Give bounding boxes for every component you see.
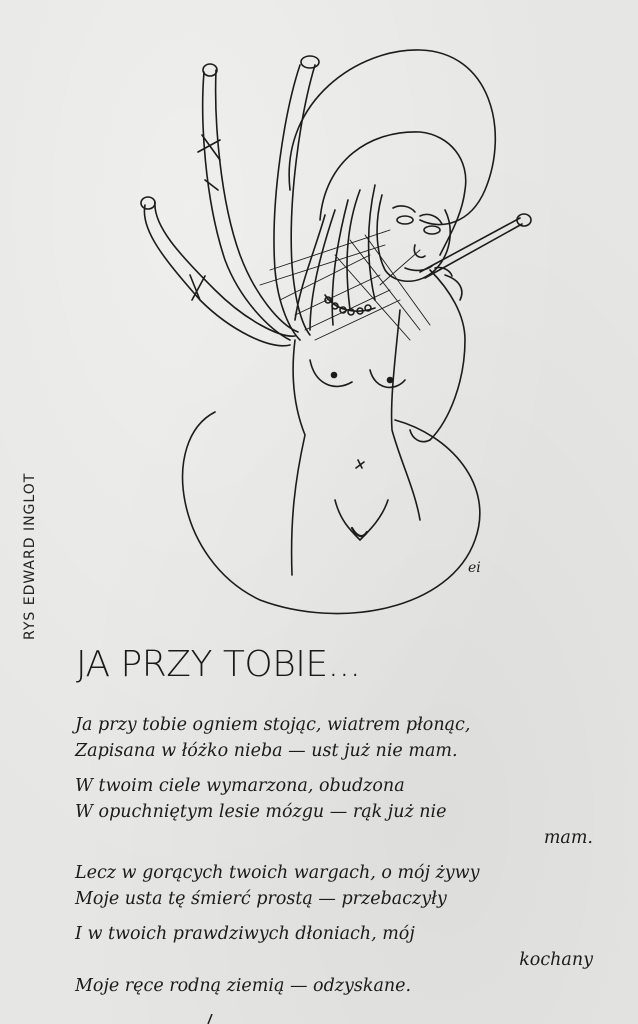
illustration-credit: RYS EDWARD INGLOT <box>22 472 38 640</box>
poem-line: W twoim ciele wymarzona, obudzona <box>75 776 405 796</box>
poem-line: W opuchniętym lesie mózgu — rąk już nie <box>75 802 447 822</box>
artist-signature: ei <box>468 560 481 576</box>
poem-line: Lecz w gorących twoich wargach, o mój żywy <box>75 863 480 883</box>
poem-line: Zapisana w łóżko nieba — ust już nie mam. <box>75 741 458 761</box>
poem-title: JA PRZY TOBIE... <box>76 644 361 685</box>
torso <box>292 340 305 575</box>
face <box>377 195 450 281</box>
poem-stanza <box>75 773 595 851</box>
cut-off-mark <box>206 1014 214 1024</box>
arm-raised <box>410 270 465 442</box>
poem-line: Moje usta tę śmierć prostą — przebaczyły <box>75 889 447 909</box>
poem-stanza <box>75 921 595 999</box>
poem-stanza <box>75 860 595 912</box>
hair <box>320 132 466 255</box>
poem-line: kochany <box>519 950 593 970</box>
poem-body <box>75 712 595 1008</box>
ink-illustration <box>120 40 560 630</box>
body-oval <box>183 412 480 614</box>
poem-line: Ja przy tobie ogniem stojąc, wiatrem płonąc, <box>75 715 471 735</box>
poem-line: mam. <box>543 828 593 848</box>
poem-stanza <box>75 712 595 764</box>
poem-line: I w twoich prawdziwych dłoniach, mój <box>75 924 415 944</box>
poem-line: Moje ręce rodną ziemią — odzyskane. <box>75 976 412 996</box>
